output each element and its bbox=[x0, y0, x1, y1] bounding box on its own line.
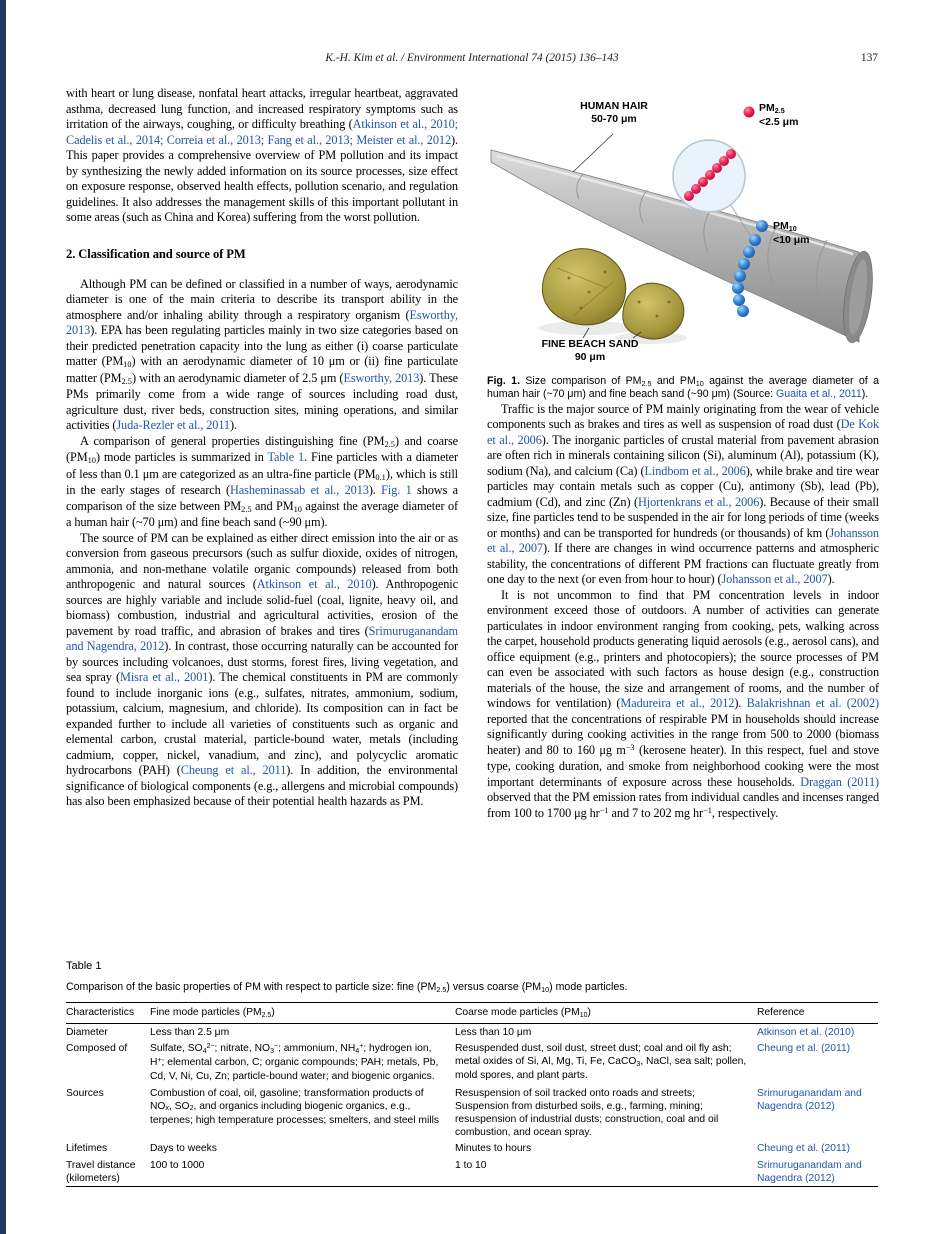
table-row bbox=[66, 1085, 878, 1141]
table-cell bbox=[757, 1040, 878, 1085]
figure-1 bbox=[487, 86, 879, 368]
table-row bbox=[66, 1024, 878, 1041]
table-cell: Travel distance (kilometers) bbox=[66, 1159, 136, 1184]
table-label: Table 1 bbox=[66, 960, 102, 972]
table-cell bbox=[757, 1157, 878, 1187]
citation-link[interactable]: Atkinson et al. (2010) bbox=[757, 1026, 855, 1038]
citation-link[interactable]: Cheung et al. (2011) bbox=[757, 1143, 851, 1155]
running-title: K.-H. Kim et al. / Environment International 74 (2015) 136–143 bbox=[325, 52, 619, 64]
paragraph: Although PM can be defined or classified in a number of ways, aerodynamic diameter is one of the main criteria to describe its transport ability in the atmosphere and/or inhaling ability through a respiratory organism (Esworthy, 2013). EPA has been regulating particles mainly in two size categories based on their predicted penetration capacity into the lung as either (i) coarse particulate matter $(PM_{10})$ with an aerodynamic diameter of 10 μm or (ii) fine particulate matter $(PM_{2.5})$ with an aerodynamic diameter of 2.5 μm (Esworthy, 2013). These PMs primarily come from a wide range of sources including road dust, agriculture dust, river beds, construction sites, mining operations, and similar activities (Juda-Rezler et al., 2011). bbox=[66, 276, 458, 432]
figure-label-human-hair bbox=[559, 100, 669, 126]
sand-text: FINE BEACH SAND bbox=[541, 338, 639, 350]
citation-link[interactable]: Srimuruganandam and Nagendra, 2012 bbox=[66, 623, 458, 653]
table-cell: Combustion of coal, oil, gasoline; transformation products of $NO_x$, $SO_2$, and organics including biogenic organics, e.g., terpenes; high temperature processes; smelters, and steel mills bbox=[150, 1087, 440, 1126]
figure-illustration bbox=[487, 86, 879, 368]
human-hair-text: HUMAN HAIR bbox=[580, 100, 648, 112]
citation-link[interactable]: Johansson et al., 2007 bbox=[721, 572, 828, 587]
figure-label-pm10 bbox=[773, 220, 810, 247]
citation-link[interactable]: De Kok et al., 2006 bbox=[487, 417, 879, 447]
table-cell: 100 to 1000 bbox=[150, 1159, 205, 1171]
citation-link[interactable]: Srimuruganandam and Nagendra (2012) bbox=[757, 1159, 862, 1184]
sand-size: 90 μm bbox=[574, 351, 606, 363]
paragraph: It is not uncommon to find that PM concentration levels in indoor environment exceed those of outdoors. A number of activities can generate particulates in indoor environment ranging from cooking, pets, walking across the carpet, household products generating liquid aerosols (e.g., aerosol cans), and office equipment (e.g., printers and photocopiers); the source processes of PM can even be associated with such factors as house design (e.g., construction materials of the house, the size and arrangement of rooms, and the number of windows for ventilation) (Madureira et al., 2012). Balakrishnan et al. (2002) reported that the concentrations of respirable PM in households should increase significantly during cooking activities in the range from 500 to 2000 (biomass heater) and 80 to 160 μg $m^{-3}$ (kerosene heater). In this respect, fuel and stove type, cooking duration, and smoke from neighborhood cooking were the most important determinants of exposure across these households. Draggan (2011) observed that the PM emission rates from individual candles and incenses ranged from 100 to 1700 μg $hr^{-1}$ and 7 to 202 mg $hr^{-1}$, respectively. bbox=[487, 587, 880, 820]
table-cell bbox=[757, 1085, 878, 1141]
left-column bbox=[66, 86, 458, 810]
figure-label-pm25 bbox=[759, 102, 798, 129]
right-column bbox=[487, 86, 879, 822]
page-left-edge-strip bbox=[0, 0, 6, 1234]
table-cell: 1 to 10 bbox=[455, 1159, 487, 1171]
table-caption: Comparison of the basic properties of PM with respect to particle size: fine $(PM_{2.5})$ versus coarse $(PM_{10})$ mode particles. bbox=[66, 981, 628, 994]
table-header-row bbox=[66, 1003, 878, 1024]
table-cell: Resuspended dust, soil dust, street dust; coal and oil fly ash; metal oxides of Si, Al, Mg, Ti, Fe, CaCO$_3$, NaCl, sea salt; pollen, mold spores, and plant parts. bbox=[455, 1042, 747, 1082]
hair-leader-line bbox=[573, 134, 613, 172]
table-cell: Resuspension of soil tracked onto roads and streets; Suspension from disturbed soils, e.g., farming, mining; resuspension of industrial dusts; construction, coal and oil combustion, and ocean spray. bbox=[455, 1087, 719, 1139]
citation-link[interactable]: Atkinson et al., 2010 bbox=[256, 577, 372, 591]
citation-link[interactable]: Juda-Rezler et al., 2011 bbox=[116, 418, 230, 432]
citation-link[interactable]: Lindbom et al., 2006 bbox=[644, 463, 746, 478]
citation-link[interactable]: Cheung et al., 2011 bbox=[180, 763, 287, 777]
table-cell: Less than 2.5 μm bbox=[150, 1026, 230, 1038]
table-cell: Minutes to hours bbox=[455, 1143, 532, 1155]
citation-link[interactable]: Hjortenkrans et al., 2006 bbox=[638, 494, 760, 509]
running-header bbox=[66, 52, 878, 64]
section-heading: 2. Classification and source of PM bbox=[66, 246, 246, 261]
citation-link[interactable]: Table 1 bbox=[267, 450, 305, 464]
citation-link[interactable]: Cheung et al. (2011) bbox=[757, 1042, 851, 1054]
column-header-coarse-mode: Coarse mode particles $(PM_{10})$ bbox=[455, 1007, 591, 1019]
column-header-reference: Reference bbox=[757, 1007, 805, 1018]
table-row bbox=[66, 1040, 878, 1085]
citation-link[interactable]: Madureira et al., 2012 bbox=[620, 696, 735, 711]
paragraph: A comparison of general properties distinguishing fine $(PM_{2.5})$ and coarse $(PM_{10})$ mode particles is summarized in Table 1. Fine particles with a diameter of less than 0.1 μm are categorized as an ultra-fine particle $(PM_{0.1})$, which is still in the early stages of research (Hasheminassab et al., 2013). Fig. 1 shows a comparison of the size between $PM_{2.5}$ and $PM_{10}$ against the average diameter of a human hair (~70 μm) and fine beach sand (~90 μm). bbox=[66, 433, 458, 529]
table-cell: Less than 10 μm bbox=[455, 1026, 532, 1038]
table-1 bbox=[66, 1002, 878, 1187]
column-header-characteristics: Characteristics bbox=[66, 1007, 135, 1018]
pm25-particle-icon bbox=[744, 107, 755, 118]
citation-link[interactable]: Srimuruganandam and Nagendra (2012) bbox=[757, 1087, 862, 1112]
figure-caption: Fig. 1. Size comparison of $PM_{2.5}$ and $PM_{10}$ against the average diameter of a human hair (~70 μm) and fine beach sand (~90 μm) (Source: Guaita et al., 2011). bbox=[487, 375, 879, 401]
human-hair-size: 50-70 μm bbox=[591, 113, 637, 125]
table-cell: Diameter bbox=[66, 1026, 108, 1038]
table-cell: Days to weeks bbox=[150, 1143, 217, 1155]
citation-link[interactable]: Balakrishnan et al. (2002) bbox=[746, 696, 879, 711]
table-cell: Lifetimes bbox=[66, 1143, 108, 1155]
pm10-particle-icon bbox=[756, 220, 768, 232]
citation-link[interactable]: Draggan (2011) bbox=[800, 774, 879, 789]
figure-label-sand bbox=[525, 338, 655, 364]
pm25-magnifier bbox=[673, 140, 745, 212]
paragraph: The source of PM can be explained as either direct emission into the air or as conversion from gaseous precursors (such as sulfur dioxide, oxides of nitrogen, ammonia, and non-methane volatile organic compounds) released from both anthropogenic and natural sources (Atkinson et al., 2010). Anthropogenic sources are highly variable and include solid-fuel (coal, lignite, heavy oil, and biomass) combustion, industrial and agricultural activities, erosion of the pavement by road traffic, and abrasion of brakes and tires (Srimuruganandam and Nagendra, 2012). In contrast, those occurring naturally can be accounted for by sources including volcanoes, dust storms, forest fires, living vegetation, and sea spray (Misra et al., 2001). The chemical constituents in PM are commonly found to include inorganic ions (e.g., sulfates, nitrates, ammonium, sodium, potassium, calcium, magnesium, and chloride). Its composition can in fact be expanded further to include all varieties of constituents such as organic and elemental carbon, crustal material, particle-bound water, metals (including cadmium, copper, nickel, vanadium, and zinc), and polycyclic aromatic hydrocarbons (PAH) (Cheung et al., 2011). In addition, the environmental significance of biological components (e.g., allergens and microbial compounds) has also been emphasized because of their potential health hazards as PM. bbox=[66, 530, 458, 808]
citation-link[interactable]: Hasheminassab et al., 2013 bbox=[230, 483, 369, 497]
table-cell: Composed of bbox=[66, 1042, 128, 1054]
table-cell: Sources bbox=[66, 1087, 104, 1099]
citation-link[interactable]: Atkinson et al., 2010; Cadelis et al., 2014; Correia et al., 2013; Fang et al., 2013; Meister et al., 2012 bbox=[66, 117, 458, 147]
sand-grains bbox=[539, 249, 687, 344]
citation-link[interactable]: Guaita et al., 2011 bbox=[775, 388, 862, 401]
table-cell: Sulfate, $SO_4^{2-}$; nitrate, $NO_3^-$; ammonium, $NH_4^+$; hydrogen ion, H+; elemental carbon, C; organic compounds; PAH; metals, Pb, Cd, V, Ni, Cu, Zn; particle-bound water; and biogenic organics. bbox=[150, 1042, 439, 1083]
table-row bbox=[66, 1141, 878, 1157]
citation-link[interactable]: Esworthy, 2013 bbox=[66, 307, 458, 337]
citation-link[interactable]: Misra et al., 2001 bbox=[119, 670, 209, 684]
page-number: 137 bbox=[860, 52, 878, 64]
table-1-section bbox=[66, 960, 878, 1187]
pm25-text: $PM_{2.5}$ bbox=[759, 102, 785, 115]
pm10-size: <10 μm bbox=[773, 234, 810, 246]
pm10-text: $PM_{10}$ bbox=[773, 220, 797, 233]
table-cell bbox=[757, 1024, 878, 1041]
pm25-size: <2.5 μm bbox=[759, 116, 799, 128]
column-header-fine-mode: Fine mode particles $(PM_{2.5})$ bbox=[150, 1007, 275, 1019]
table-row bbox=[66, 1157, 878, 1187]
paragraph: with heart or lung disease, nonfatal heart attacks, irregular heartbeat, aggravated asthma, decreased lung function, and increased respiratory symptoms such as irritation of the airways, coughing, or difficulty breathing (Atkinson et al., 2010; Cadelis et al., 2014; Correia et al., 2013; Fang et al., 2013; Meister et al., 2012). This paper provides a comprehensive overview of PM pollution and its impact by synthesizing the newly added information on its source processes, size effect on exposure response, observed health effects, pollution scenario, and regulation guidelines. It also addresses the management skills of this important pollutant in some areas (such as China and Korea) suffering from the worst pollution. bbox=[66, 86, 458, 224]
citation-link[interactable]: Fig. 1 bbox=[381, 483, 412, 497]
citation-link[interactable]: Johansson et al., 2007 bbox=[487, 525, 879, 556]
citation-link[interactable]: Esworthy, 2013 bbox=[343, 370, 420, 385]
table-cell bbox=[757, 1141, 878, 1157]
paragraph: Traffic is the major source of PM mainly originating from the wear of vehicle components such as brakes and tires as well as suspension of road dust (De Kok et al., 2006). The inorganic particles of crustal material from pavement abrasion are often rich in minerals containing silicon (Si), aluminum (Al), potassium (K), sodium (Na), and calcium (Ca) (Lindbom et al., 2006), while brake and tire wear particles may contain metals such as copper (Cu), antimony (Sb), lead (Pb), cadmium (Cd), and zinc (Zn) (Hjortenkrans et al., 2006). Because of their small size, fine particles tend to be suspended in the air for long periods of time (weeks or months) and can be transported for hundreds (or thousands) of km (Johansson et al., 2007). If there are changes in wind occurrence patterns and atmospheric stability, the concentrations of different PM fractions can fluctuate greatly from one day to the next (or even from hour to hour) (Johansson et al., 2007). bbox=[487, 401, 879, 587]
